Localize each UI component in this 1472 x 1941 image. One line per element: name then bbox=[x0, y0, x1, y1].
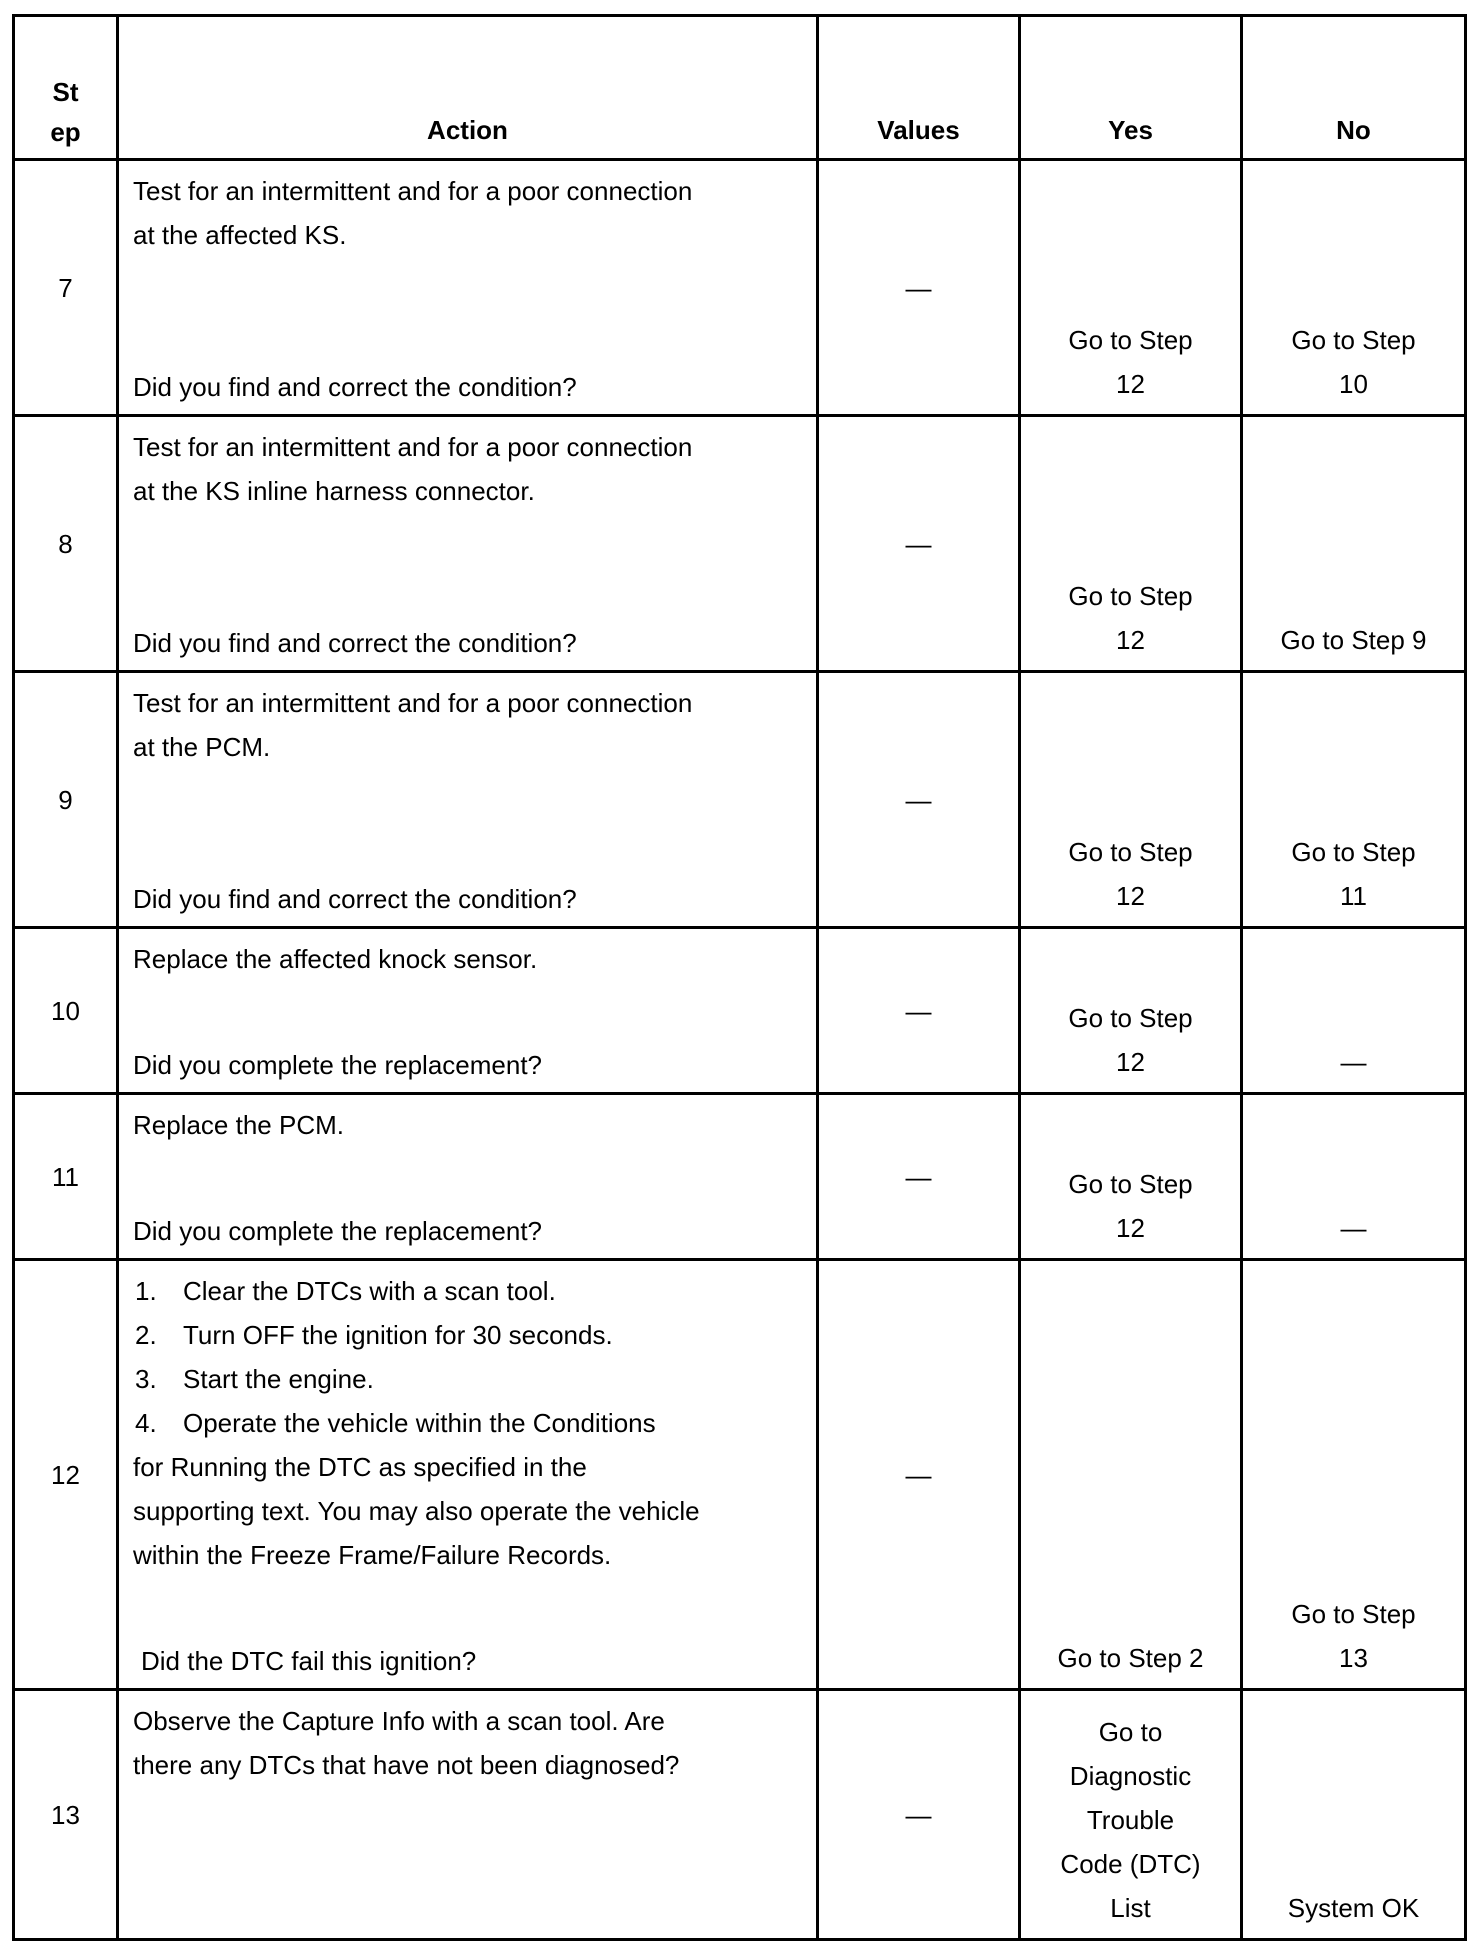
no-line: Go to Step 9 bbox=[1280, 625, 1427, 655]
action-cell bbox=[118, 416, 818, 672]
values-cell: — bbox=[818, 160, 1020, 416]
action-step-text: Start the engine. bbox=[183, 1364, 374, 1394]
yes-line: List bbox=[1110, 1893, 1151, 1923]
step-number: 12 bbox=[14, 1260, 118, 1690]
yes-cell bbox=[1020, 1260, 1242, 1690]
yes-line: 12 bbox=[1116, 1047, 1145, 1077]
action-step-item bbox=[133, 1401, 806, 1445]
action-cell bbox=[118, 672, 818, 928]
header-step bbox=[14, 16, 118, 160]
no-cell bbox=[1242, 672, 1466, 928]
no-line: 11 bbox=[1340, 881, 1367, 911]
action-line: at the PCM. bbox=[133, 732, 271, 762]
yes-line: Go to bbox=[1098, 1717, 1163, 1747]
action-text bbox=[133, 1691, 806, 1787]
table-row bbox=[14, 160, 1466, 416]
action-step-number: 4. bbox=[135, 1408, 157, 1438]
action-text bbox=[133, 161, 806, 257]
values-cell: — bbox=[818, 1260, 1020, 1690]
action-line: within the Freeze Frame/Failure Records. bbox=[133, 1540, 612, 1570]
step-number: 11 bbox=[14, 1094, 118, 1260]
action-line: Replace the PCM. bbox=[133, 1110, 344, 1140]
action-step-number: 1. bbox=[135, 1276, 157, 1306]
yes-line: Go to Step 2 bbox=[1057, 1643, 1204, 1673]
no-cell bbox=[1242, 1690, 1466, 1940]
action-text bbox=[133, 673, 806, 769]
action-wrap bbox=[133, 1261, 806, 1685]
action-cell bbox=[118, 1094, 818, 1260]
action-steps-list bbox=[133, 1269, 806, 1445]
no-line: 13 bbox=[1339, 1643, 1368, 1673]
yes-line: 12 bbox=[1116, 625, 1145, 655]
action-wrap bbox=[133, 417, 806, 667]
action-line: Test for an intermittent and for a poor connection bbox=[133, 688, 693, 718]
action-line: at the affected KS. bbox=[133, 220, 347, 250]
yes-line: Trouble bbox=[1086, 1805, 1175, 1835]
action-step-number: 2. bbox=[135, 1320, 157, 1350]
no-line: Go to Step bbox=[1291, 1599, 1416, 1629]
table-row bbox=[14, 1690, 1466, 1940]
values-cell: — bbox=[818, 672, 1020, 928]
action-wrap bbox=[133, 161, 806, 411]
action-text bbox=[133, 1095, 806, 1147]
values-cell: — bbox=[818, 416, 1020, 672]
no-cell bbox=[1242, 928, 1466, 1094]
table-row bbox=[14, 416, 1466, 672]
action-question: Did you find and correct the condition? bbox=[133, 884, 577, 914]
action-cell bbox=[118, 160, 818, 416]
no-cell bbox=[1242, 1260, 1466, 1690]
action-wrap bbox=[133, 673, 806, 923]
action-text bbox=[133, 929, 806, 981]
action-line: Replace the affected knock sensor. bbox=[133, 944, 538, 974]
yes-cell bbox=[1020, 1094, 1242, 1260]
action-line: Test for an intermittent and for a poor connection bbox=[133, 176, 693, 206]
yes-line: Go to Step bbox=[1068, 325, 1193, 355]
yes-line: 12 bbox=[1116, 369, 1145, 399]
action-wrap bbox=[133, 929, 806, 1089]
no-cell bbox=[1242, 160, 1466, 416]
yes-cell bbox=[1020, 928, 1242, 1094]
action-step-item bbox=[133, 1313, 806, 1357]
values-cell: — bbox=[818, 928, 1020, 1094]
step-number: 10 bbox=[14, 928, 118, 1094]
no-line: Go to Step bbox=[1291, 325, 1416, 355]
action-cell bbox=[118, 1260, 818, 1690]
no-line: Go to Step bbox=[1291, 837, 1416, 867]
action-text bbox=[133, 1261, 806, 1577]
table-row bbox=[14, 928, 1466, 1094]
table-row bbox=[14, 1260, 1466, 1690]
header-step-line2: ep bbox=[50, 117, 81, 147]
action-line: at the KS inline harness connector. bbox=[133, 476, 535, 506]
yes-line: 12 bbox=[1116, 881, 1145, 911]
action-question: Did the DTC fail this ignition? bbox=[141, 1646, 477, 1676]
action-question: Did you find and correct the condition? bbox=[133, 372, 577, 402]
yes-line: Go to Step bbox=[1068, 1169, 1193, 1199]
yes-line: Go to Step bbox=[1068, 837, 1193, 867]
values-cell: — bbox=[818, 1094, 1020, 1260]
table-row bbox=[14, 1094, 1466, 1260]
no-cell bbox=[1242, 416, 1466, 672]
action-text bbox=[133, 417, 806, 513]
header-yes: Yes bbox=[1020, 16, 1242, 160]
values-cell: — bbox=[818, 1690, 1020, 1940]
action-step-text: Clear the DTCs with a scan tool. bbox=[183, 1276, 556, 1306]
no-line: System OK bbox=[1287, 1893, 1420, 1923]
action-wrap bbox=[133, 1691, 806, 1935]
action-step-item bbox=[133, 1357, 806, 1401]
no-line: — bbox=[1340, 1047, 1367, 1077]
action-line: for Running the DTC as specified in the bbox=[133, 1452, 587, 1482]
diagnostic-table bbox=[12, 14, 1467, 1941]
step-number: 8 bbox=[14, 416, 118, 672]
yes-cell bbox=[1020, 160, 1242, 416]
header-row bbox=[14, 16, 1466, 160]
yes-cell bbox=[1020, 1690, 1242, 1940]
yes-cell bbox=[1020, 672, 1242, 928]
no-line: 10 bbox=[1339, 369, 1368, 399]
header-no: No bbox=[1242, 16, 1466, 160]
action-line: Test for an intermittent and for a poor connection bbox=[133, 432, 693, 462]
step-number: 9 bbox=[14, 672, 118, 928]
no-cell bbox=[1242, 1094, 1466, 1260]
action-line: there any DTCs that have not been diagnosed? bbox=[133, 1750, 680, 1780]
action-step-text: Operate the vehicle within the Conditions bbox=[183, 1408, 656, 1438]
action-cell bbox=[118, 1690, 818, 1940]
action-step-item bbox=[133, 1269, 806, 1313]
yes-line: Code (DTC) bbox=[1060, 1849, 1201, 1879]
action-question: Did you find and correct the condition? bbox=[133, 628, 577, 658]
no-line: — bbox=[1340, 1213, 1367, 1243]
header-values: Values bbox=[818, 16, 1020, 160]
header-action: Action bbox=[118, 16, 818, 160]
action-cell bbox=[118, 928, 818, 1094]
action-question: Did you complete the replacement? bbox=[133, 1050, 543, 1080]
action-question: Did you complete the replacement? bbox=[133, 1216, 543, 1246]
action-line: Observe the Capture Info with a scan tool. Are bbox=[133, 1706, 665, 1736]
header-step-line1: St bbox=[52, 77, 79, 107]
yes-line: Diagnostic bbox=[1069, 1761, 1192, 1791]
yes-cell bbox=[1020, 416, 1242, 672]
table-row bbox=[14, 672, 1466, 928]
action-wrap bbox=[133, 1095, 806, 1255]
yes-line: Go to Step bbox=[1068, 1003, 1193, 1033]
action-step-text: Turn OFF the ignition for 30 seconds. bbox=[183, 1320, 613, 1350]
action-step-number: 3. bbox=[135, 1364, 157, 1394]
yes-line: Go to Step bbox=[1068, 581, 1193, 611]
step-number: 7 bbox=[14, 160, 118, 416]
step-number: 13 bbox=[14, 1690, 118, 1940]
action-line: supporting text. You may also operate the vehicle bbox=[133, 1496, 700, 1526]
yes-line: 12 bbox=[1116, 1213, 1145, 1243]
